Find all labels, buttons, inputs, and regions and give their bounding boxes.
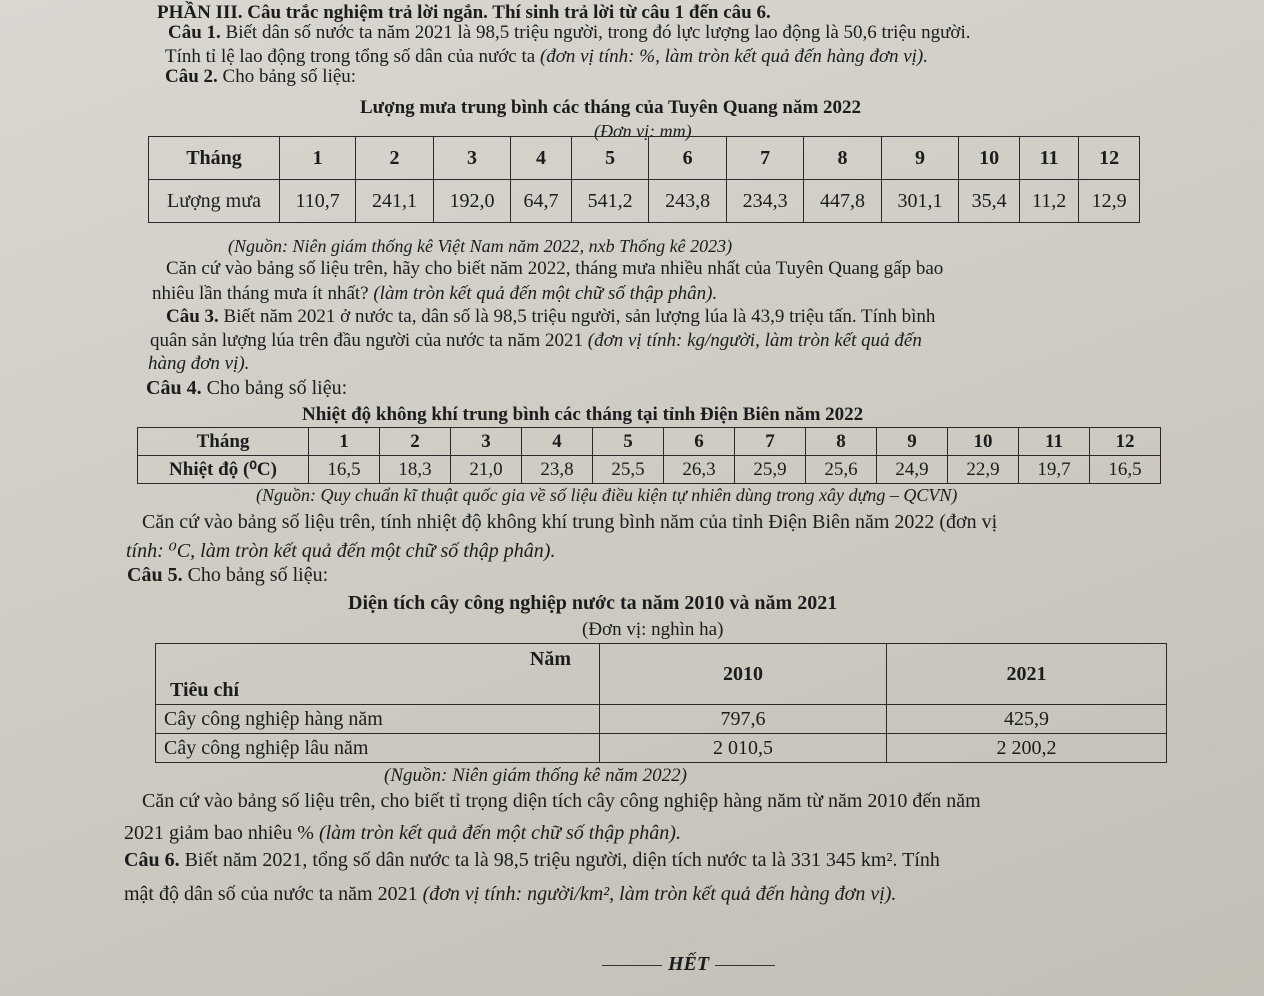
temperature-table <box>137 427 1161 484</box>
crop-row <box>156 705 1167 734</box>
crop-corner-year: Năm <box>529 648 571 670</box>
rainfall-header-cell: 11 <box>1019 137 1078 180</box>
rainfall-cell: 447,8 <box>804 180 881 223</box>
q4-text2: tính: ⁰C, làm tròn kết quả đến một chữ số thập phân). <box>126 540 556 562</box>
q4-intro <box>146 377 347 400</box>
q2-text2-plain: nhiêu lần tháng mưa ít nhất? <box>152 283 374 304</box>
temperature-cell: 25,5 <box>593 456 664 484</box>
crop-year-cell: 2021 <box>887 644 1167 705</box>
q1-label: Câu 1. <box>168 22 221 43</box>
q2-table-title: Lượng mưa trung bình các tháng của Tuyên Quang năm 2022 <box>360 97 862 118</box>
end-dash-left <box>602 965 662 966</box>
q6-text1: Biết năm 2021, tổng số dân nước ta là 98,5 triệu người, diện tích nước ta là 331 345 km². Tính <box>179 849 940 871</box>
q5-text2-italic: (làm tròn kết quả đến một chữ số thập phân). <box>318 822 681 844</box>
q3-text1: Biết năm 2021 ở nước ta, dân số là 98,5 triệu người, sản lượng lúa là 43,9 triệu tấn. Tính bình <box>218 306 936 327</box>
q2-text1: Căn cứ vào bảng số liệu trên, hãy cho biết năm 2022, tháng mưa nhiều nhất của Tuyên Quang gấp bao <box>166 258 944 279</box>
end-dash-right <box>715 965 775 966</box>
rainfall-cell: 241,1 <box>356 180 433 223</box>
q3-line2 <box>150 330 922 352</box>
q5-source: (Nguồn: Niên giám thống kê năm 2022) <box>384 765 687 786</box>
q2-text2 <box>152 283 717 305</box>
crop-value-cell: 2 010,5 <box>600 734 887 763</box>
q1-text: Biết dân số nước ta năm 2021 là 98,5 triệu người, trong đó lực lượng lao động là 50,6 triệu người. <box>220 22 971 43</box>
q6-text2-italic: (đơn vị tính: người/km², làm tròn kết quả đến hàng đơn vị). <box>422 883 897 905</box>
rainfall-cell: 12,9 <box>1079 180 1140 223</box>
rainfall-header-cell: 1 <box>280 137 356 180</box>
rainfall-cell: 541,2 <box>571 180 648 223</box>
crop-value-cell: 2 200,2 <box>887 734 1167 763</box>
temperature-row-label: Nhiệt độ (⁰C) <box>138 456 309 484</box>
rainfall-cell: 243,8 <box>649 180 726 223</box>
q1-line1 <box>168 22 971 44</box>
temperature-cell: 26,3 <box>664 456 735 484</box>
temperature-cell: 19,7 <box>1019 456 1090 484</box>
q3-line1 <box>166 306 935 328</box>
q2-source: (Nguồn: Niên giám thống kê Việt Nam năm 2022, nxb Thống kê 2023) <box>228 236 733 256</box>
rainfall-header-cell: 5 <box>571 137 648 180</box>
end-marker <box>596 953 781 976</box>
end-text: HẾT <box>668 953 710 975</box>
q5-table-title: Diện tích cây công nghiệp nước ta năm 2010 và năm 2021 <box>348 592 838 614</box>
rainfall-cell: 11,2 <box>1019 180 1078 223</box>
crop-corner-criteria: Tiêu chí <box>170 679 240 701</box>
temperature-header-cell: 2 <box>380 428 451 456</box>
q3-label: Câu 3. <box>166 306 219 327</box>
q2-label: Câu 2. <box>165 66 218 87</box>
rainfall-header-cell: 8 <box>804 137 881 180</box>
rainfall-header-row <box>149 137 1140 180</box>
q2-intro <box>165 66 356 88</box>
crop-name-cell: Cây công nghiệp lâu năm <box>156 734 600 763</box>
crop-name-cell: Cây công nghiệp hàng năm <box>156 705 600 734</box>
temperature-header-cell: 7 <box>735 428 806 456</box>
rainfall-header-cell: 12 <box>1079 137 1140 180</box>
rainfall-header-cell: 9 <box>881 137 958 180</box>
temperature-header-cell: 5 <box>593 428 664 456</box>
q6-line1 <box>124 849 940 872</box>
temperature-header-cell: 9 <box>877 428 948 456</box>
temperature-cell: 16,5 <box>309 456 380 484</box>
temperature-cell: 25,9 <box>735 456 806 484</box>
rainfall-header-cell: 6 <box>649 137 726 180</box>
temperature-cell: 24,9 <box>877 456 948 484</box>
rainfall-cell: Lượng mưa <box>149 180 280 223</box>
q2-unit: (Đơn vị: mm) <box>594 121 692 141</box>
temperature-cell: 16,5 <box>1090 456 1161 484</box>
q2-text2-italic: (làm tròn kết quả đến một chữ số thập phân). <box>373 283 718 304</box>
q2-intro-text: Cho bảng số liệu: <box>217 66 357 87</box>
q5-label: Câu 5. <box>127 564 183 586</box>
q4-table-title: Nhiệt độ không khí trung bình các tháng tại tỉnh Điện Biên năm 2022 <box>302 404 864 425</box>
temperature-cell: 25,6 <box>806 456 877 484</box>
rainfall-cell: 234,3 <box>726 180 803 223</box>
q3-text2: quân sản lượng lúa trên đầu người của nước ta năm 2021 <box>150 330 588 351</box>
rainfall-header-cell: Tháng <box>149 137 280 180</box>
crop-area-table <box>155 643 1167 763</box>
q5-intro-text: Cho bảng số liệu: <box>182 564 329 586</box>
q5-text2 <box>124 822 681 845</box>
rainfall-header-cell: 7 <box>726 137 803 180</box>
q5-text1: Căn cứ vào bảng số liệu trên, cho biết tỉ trọng diện tích cây công nghiệp hàng năm từ năm 2010 đến năm <box>142 790 981 812</box>
temperature-header-cell: 10 <box>948 428 1019 456</box>
q6-label: Câu 6. <box>124 849 180 871</box>
q1-line2 <box>165 46 928 68</box>
temperature-header-cell: 8 <box>806 428 877 456</box>
temperature-header-cell: Tháng <box>138 428 309 456</box>
temperature-header-cell: 1 <box>309 428 380 456</box>
crop-header-row <box>156 644 1167 705</box>
q4-text1: Căn cứ vào bảng số liệu trên, tính nhiệt độ không khí trung bình năm của tỉnh Điện Biên năm 2022 (đơn vị <box>142 511 998 533</box>
q3-text2-italic: (đơn vị tính: kg/người, làm tròn kết quả đến <box>587 330 922 351</box>
temperature-cell: 23,8 <box>522 456 593 484</box>
temperature-cell: 22,9 <box>948 456 1019 484</box>
q4-intro-text: Cho bảng số liệu: <box>201 377 348 399</box>
q6-line2 <box>124 883 896 906</box>
q3-line3: hàng đơn vị). <box>148 353 250 374</box>
rainfall-data-row <box>149 180 1140 223</box>
temperature-cell: 21,0 <box>451 456 522 484</box>
crop-row <box>156 734 1167 763</box>
crop-corner-cell <box>156 644 600 705</box>
section-header: PHẦN III. Câu trắc nghiệm trả lời ngắn. Thí sinh trả lời từ câu 1 đến câu 6. <box>157 2 771 23</box>
q5-intro <box>127 564 328 587</box>
q5-text2-plain: 2021 giảm bao nhiêu % <box>124 822 319 844</box>
temperature-header-cell: 12 <box>1090 428 1161 456</box>
rainfall-cell: 301,1 <box>881 180 958 223</box>
q4-label: Câu 4. <box>146 377 202 399</box>
rainfall-header-cell: 2 <box>356 137 433 180</box>
temperature-header-cell: 3 <box>451 428 522 456</box>
rainfall-cell: 64,7 <box>511 180 572 223</box>
q1-unit: (đơn vị tính: %, làm tròn kết quả đến hàng đơn vị). <box>539 46 929 67</box>
temperature-data-row <box>138 456 1161 484</box>
temperature-header-cell: 6 <box>664 428 735 456</box>
rainfall-table <box>148 136 1140 223</box>
temperature-header-cell: 4 <box>522 428 593 456</box>
rainfall-header-cell: 4 <box>511 137 572 180</box>
temperature-cell: 18,3 <box>380 456 451 484</box>
rainfall-header-cell: 10 <box>959 137 1020 180</box>
crop-value-cell: 425,9 <box>887 705 1167 734</box>
crop-year-cell: 2010 <box>600 644 887 705</box>
rainfall-header-cell: 3 <box>433 137 510 180</box>
rainfall-cell: 35,4 <box>959 180 1020 223</box>
temperature-header-cell: 11 <box>1019 428 1090 456</box>
q5-unit: (Đơn vị: nghìn ha) <box>582 619 724 640</box>
temperature-header-row <box>138 428 1161 456</box>
q6-text2: mật độ dân số của nước ta năm 2021 <box>124 883 423 905</box>
rainfall-cell: 110,7 <box>280 180 356 223</box>
q1-text2: Tính tỉ lệ lao động trong tổng số dân của nước ta <box>165 46 540 67</box>
crop-value-cell: 797,6 <box>600 705 887 734</box>
q4-source: (Nguồn: Quy chuẩn kĩ thuật quốc gia về số liệu điều kiện tự nhiên dùng trong xây dựng – QCVN) <box>256 485 958 505</box>
rainfall-cell: 192,0 <box>433 180 510 223</box>
